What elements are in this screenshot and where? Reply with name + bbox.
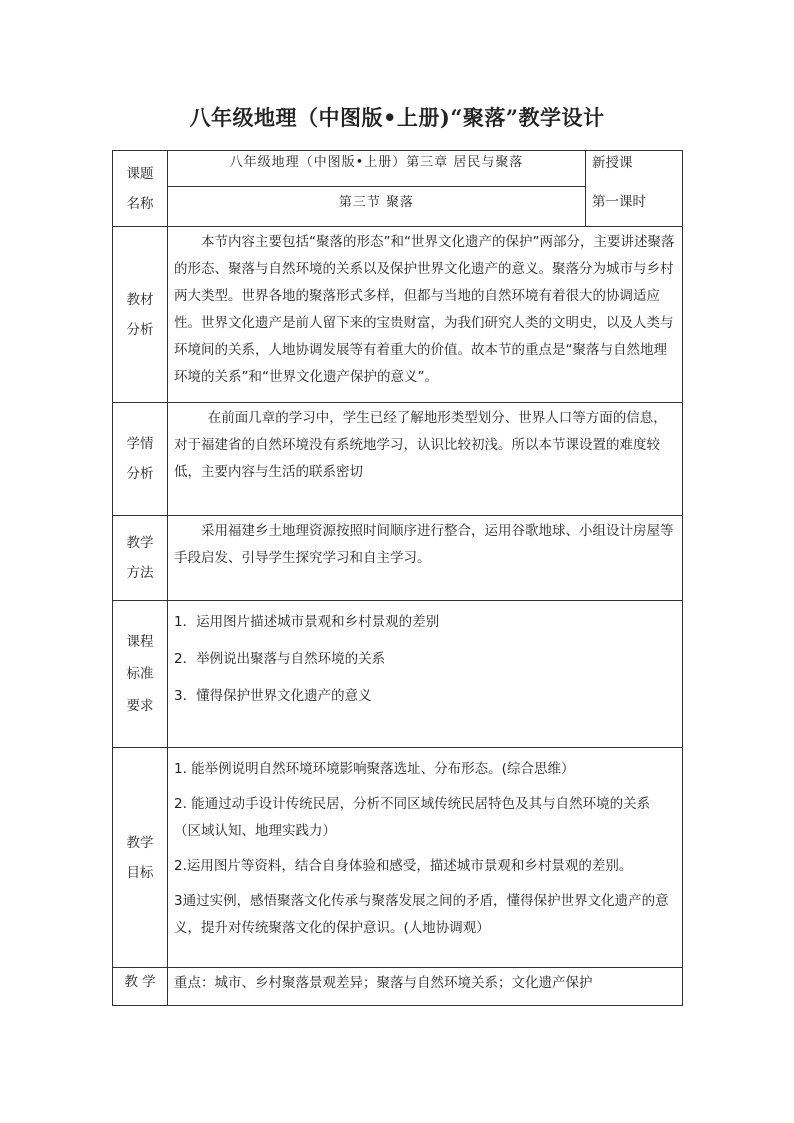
textbook-analysis-text: 本节内容主要包括“聚落的形态”和“世界文化遗产的保护”两部分，主要讲述聚落的形态、聚落与自然环境的关系以及保护世界文化遗产的意义。聚落分为城市与乡村两大类型。世界各地的聚落形式多样，但都与当地的自然环境有着很大的协调适应性。世界文化遗产是前人留下来的宝贵财富，为我们研究人类的文明史，以及人类与环境间的关系，人地协调发展等有着重大的价值。故本节的重点是“聚落与自然地理环境的关系”和“世界文化遗产保护的意义”。: [168, 227, 683, 403]
header-label-line1: 课题: [126, 165, 154, 182]
teaching-focus-label: 教 学: [113, 968, 168, 1006]
header-label: [113, 151, 168, 227]
list-item: 2. 能通过动手设计传统民居，分析不同区域传统民居特色及其与自然环境的关系（区域认知、地理实践力）: [174, 796, 651, 839]
chapter-title: 八年级地理（中图版•上册）第三章 居民与聚落: [168, 151, 585, 187]
lesson-plan-table: [112, 150, 683, 1006]
textbook-analysis-row: [113, 227, 683, 403]
header-center-cell: [168, 151, 586, 227]
teaching-goals-label: [113, 748, 168, 968]
lesson-period: 第一课时: [592, 194, 646, 210]
standards-label-line2: 标准: [126, 666, 154, 682]
goals-label-line1: 教学: [126, 834, 154, 851]
textbook-label-line2: 分析: [126, 321, 154, 338]
teaching-method-label: [113, 516, 168, 601]
teaching-method-text: 采用福建乡土地理资源按照时间顺序进行整合，运用谷歌地球、小组设计房屋等手段启发、引导学生探究学习和自主学习。: [168, 516, 683, 601]
list-item: 1．运用图片描述城市景观和乡村景观的差别: [174, 614, 440, 630]
list-item: 2.运用图片等资料，结合自身体验和感受，描述城市景观和乡村景观的差别。: [174, 858, 633, 874]
goals-label-line2: 目标: [126, 864, 154, 881]
textbook-label-line1: 教材: [126, 291, 154, 308]
teaching-goals-row: [113, 748, 683, 968]
teaching-method-row: [113, 516, 683, 601]
standards-label-line3: 要求: [126, 698, 154, 714]
teaching-focus-text: 重点：城市、乡村聚落景观差异；聚落与自然环境关系；文化遗产保护: [168, 968, 683, 1006]
lesson-type: 新授课: [592, 155, 633, 171]
curriculum-standards-row: [113, 601, 683, 748]
curriculum-standards-label: [113, 601, 168, 748]
header-right-cell: [586, 151, 683, 227]
list-item: 1. 能举例说明自然环境环境影响聚落选址、分布形态。(综合思维）: [174, 761, 575, 777]
student-analysis-row: [113, 403, 683, 516]
header-row: [113, 151, 683, 227]
list-item: 3通过实例，感悟聚落文化传承与聚落发展之间的矛盾，懂得保护世界文化遗产的意义，提升对传统聚落文化的保护意识。(人地协调观）: [174, 893, 669, 936]
students-label-line2: 分析: [126, 466, 154, 482]
students-label-line1: 学情: [126, 436, 154, 452]
student-analysis-text: 在前面几章的学习中，学生已经了解地形类型划分、世界人口等方面的信息，对于福建省的自然环境没有系统地学习，认识比较初浅。所以本节课设置的难度较低，主要内容与生活的联系密切: [168, 403, 683, 516]
header-label-line2: 名称: [126, 195, 154, 212]
list-item: 2．举例说出聚落与自然环境的关系: [174, 651, 386, 667]
page-title: 八年级地理（中图版•上册)“聚落”教学设计: [189, 105, 605, 130]
method-label-line1: 教学: [126, 535, 154, 551]
method-label-line2: 方法: [126, 565, 154, 581]
teaching-goals-list: [168, 748, 683, 968]
teaching-focus-row: [113, 968, 683, 1006]
standards-label-line1: 课程: [126, 634, 154, 650]
textbook-analysis-label: [113, 227, 168, 403]
student-analysis-label: [113, 403, 168, 516]
list-item: 3．懂得保护世界文化遗产的意义: [174, 688, 372, 704]
section-title: 第三节 聚落: [338, 195, 415, 210]
curriculum-standards-list: [168, 601, 683, 748]
